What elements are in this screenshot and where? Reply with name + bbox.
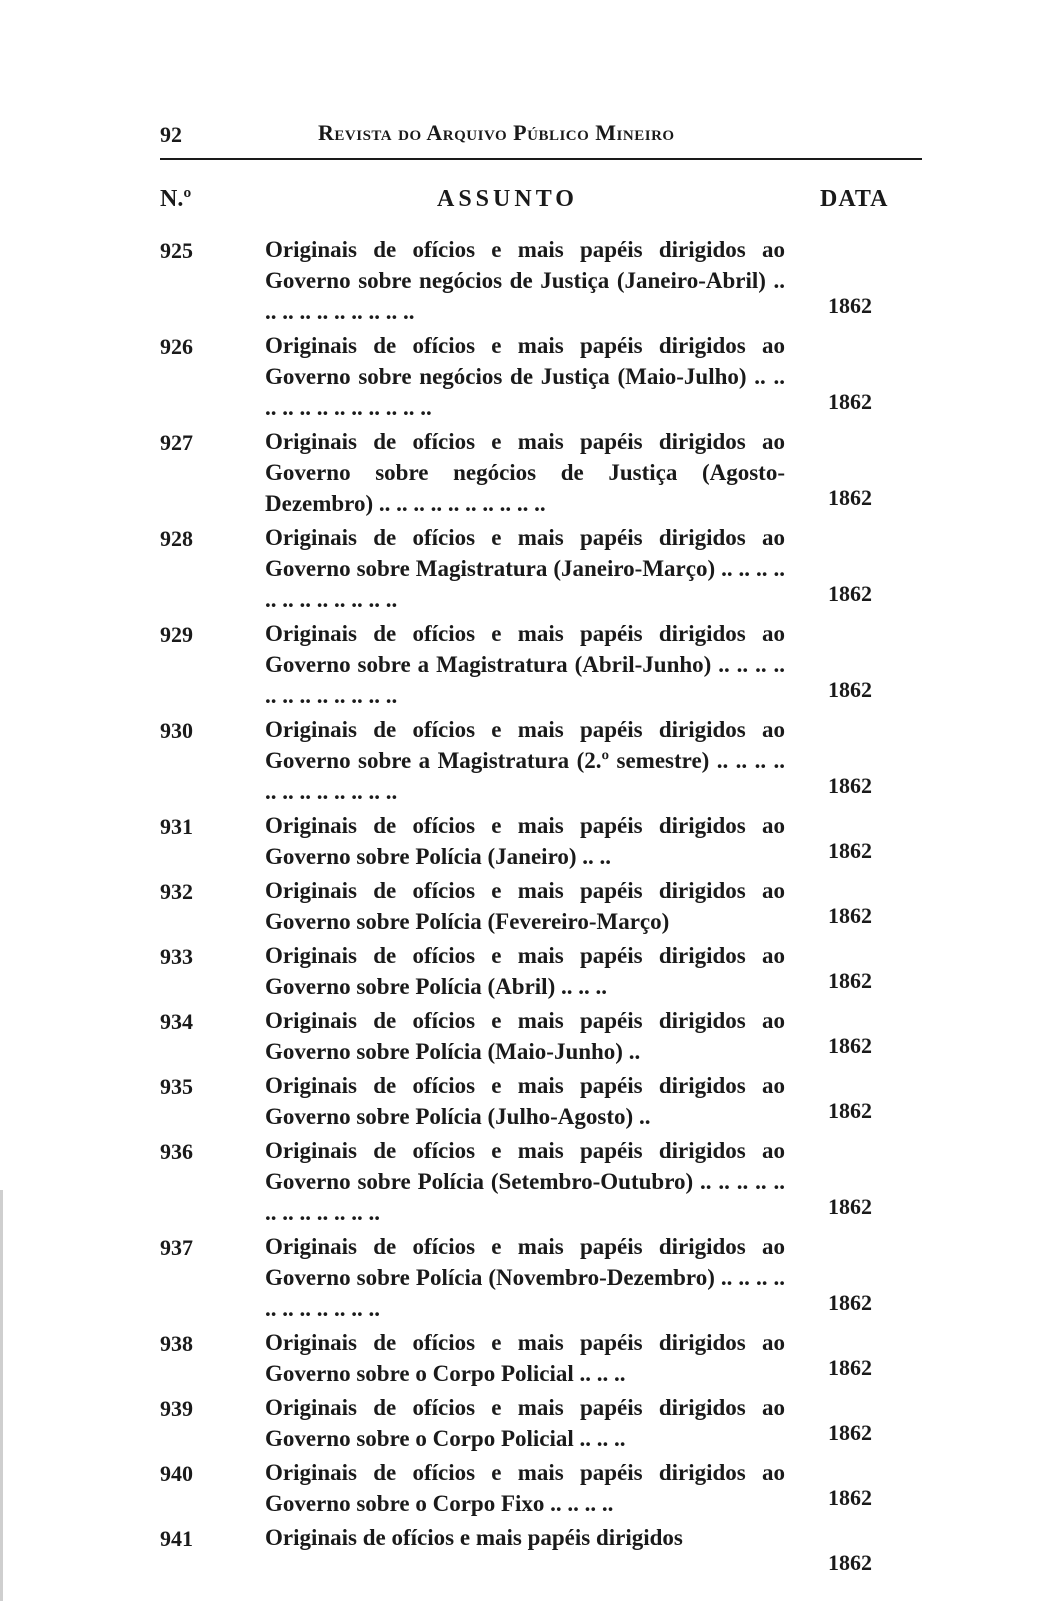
entry-date: 1862 — [828, 1485, 872, 1510]
entry-text: Originais de ofícios e mais papéis dirigidos ao Governo sobre a Magistratura (2.º semestre) .. .. .. .. .. .. .. .. .. .. .. .. — [265, 717, 785, 804]
entry-date: 1862 — [828, 389, 872, 414]
entry-date: 1862 — [828, 838, 872, 863]
entry-text: Originais de ofícios e mais papéis dirigidos ao Governo sobre o Corpo Policial .. .. .. — [265, 1395, 785, 1451]
entry-number: 937 — [160, 1235, 193, 1260]
entry-date: 1862 — [828, 1033, 872, 1058]
entry-number: 935 — [160, 1074, 193, 1099]
entry-text: Originais de ofícios e mais papéis dirigidos ao Governo sobre Polícia (Novembro-Dezembro) .. .. .. .. .. .. .. .. .. .. .. — [265, 1234, 785, 1321]
entry-list — [0, 234, 1047, 1587]
entry-text: Originais de ofícios e mais papéis dirigidos ao Governo sobre Polícia (Abril) .. .. .. — [265, 943, 785, 999]
entry-number: 926 — [160, 334, 193, 359]
entry-date: 1862 — [828, 293, 872, 318]
entry-number: 928 — [160, 526, 193, 551]
entry-text: Originais de ofícios e mais papéis dirigidos ao Governo sobre negócios de Justiça (Agosto-Dezembro) .. .. .. .. .. .. .. .. .. .. — [265, 429, 785, 516]
entry-text: Originais de ofícios e mais papéis dirigidos ao Governo sobre o Corpo Fixo .. .. .. .. — [265, 1460, 785, 1516]
running-head — [160, 118, 922, 160]
list-item — [0, 714, 1047, 810]
list-item — [0, 940, 1047, 1005]
entry-number: 940 — [160, 1461, 193, 1486]
list-item — [0, 618, 1047, 714]
entry-date: 1862 — [828, 1420, 872, 1445]
list-item — [0, 330, 1047, 426]
entry-number: 925 — [160, 238, 193, 263]
entry-number: 938 — [160, 1331, 193, 1356]
entry-number: 927 — [160, 430, 193, 455]
entry-number: 933 — [160, 944, 193, 969]
list-item — [0, 1457, 1047, 1522]
entry-number: 936 — [160, 1139, 193, 1164]
entry-text: Originais de ofícios e mais papéis dirigidos ao Governo sobre Polícia (Setembro-Outubro) .. .. .. .. .. .. .. .. .. .. .. .. — [265, 1138, 785, 1225]
entry-number: 930 — [160, 718, 193, 743]
entry-date: 1862 — [828, 968, 872, 993]
journal-title: Revista do Arquivo Público Mineiro — [318, 120, 675, 145]
list-item — [0, 875, 1047, 940]
page-number: 92 — [160, 122, 182, 147]
list-item — [0, 1005, 1047, 1070]
entry-number: 939 — [160, 1396, 193, 1421]
entry-text: Originais de ofícios e mais papéis dirigidos ao Governo sobre Polícia (Maio-Junho) .. — [265, 1008, 785, 1064]
entry-date: 1862 — [828, 677, 872, 702]
entry-date: 1862 — [828, 1290, 872, 1315]
column-header-date: DATA — [820, 186, 889, 212]
entry-text: Originais de ofícios e mais papéis dirigidos ao Governo sobre Polícia (Fevereiro-Março) — [265, 878, 785, 934]
entry-number: 932 — [160, 879, 193, 904]
entry-text: Originais de ofícios e mais papéis dirigidos ao Governo sobre negócios de Justiça (Janeiro-Abril) .. .. .. .. .. .. .. .. .. .. — [265, 237, 785, 324]
entry-date: 1862 — [828, 773, 872, 798]
list-item — [0, 1070, 1047, 1135]
list-item — [0, 810, 1047, 875]
list-item — [0, 1522, 1047, 1587]
entry-number: 929 — [160, 622, 193, 647]
entry-date: 1862 — [828, 1550, 872, 1575]
list-item — [0, 1392, 1047, 1457]
list-item — [0, 1327, 1047, 1392]
entry-text: Originais de ofícios e mais papéis dirigidos ao Governo sobre Polícia (Janeiro) .. .. — [265, 813, 785, 869]
list-item — [0, 1231, 1047, 1327]
column-header-number: N.º — [160, 186, 192, 212]
entry-text: Originais de ofícios e mais papéis dirigidos ao Governo sobre Polícia (Julho-Agosto) .. — [265, 1073, 785, 1129]
entry-date: 1862 — [828, 1194, 872, 1219]
entry-date: 1862 — [828, 485, 872, 510]
entry-text: Originais de ofícios e mais papéis dirigidos ao Governo sobre negócios de Justiça (Maio-Julho) .. .. .. .. .. .. .. .. .. .. .. .. — [265, 333, 785, 420]
list-item — [0, 234, 1047, 330]
entry-number: 931 — [160, 814, 193, 839]
entry-text: Originais de ofícios e mais papéis dirigidos ao Governo sobre o Corpo Policial .. .. .. — [265, 1330, 785, 1386]
entry-date: 1862 — [828, 1098, 872, 1123]
entry-date: 1862 — [828, 1355, 872, 1380]
entry-text: Originais de ofícios e mais papéis dirigidos ao Governo sobre Magistratura (Janeiro-Março) .. .. .. .. .. .. .. .. .. .. .. .. — [265, 525, 785, 612]
entry-number: 941 — [160, 1526, 193, 1551]
list-item — [0, 1135, 1047, 1231]
entry-date: 1862 — [828, 581, 872, 606]
entry-date: 1862 — [828, 903, 872, 928]
entry-number: 934 — [160, 1009, 193, 1034]
entry-text: Originais de ofícios e mais papéis dirigidos ao Governo sobre a Magistratura (Abril-Junho) .. .. .. .. .. .. .. .. .. .. .. .. — [265, 621, 785, 708]
list-item — [0, 426, 1047, 522]
column-header-subject: ASSUNTO — [437, 186, 578, 212]
scan-edge-shadow — [0, 1190, 3, 1601]
entry-text: Originais de ofícios e mais papéis dirigidos — [265, 1525, 683, 1550]
list-item — [0, 522, 1047, 618]
